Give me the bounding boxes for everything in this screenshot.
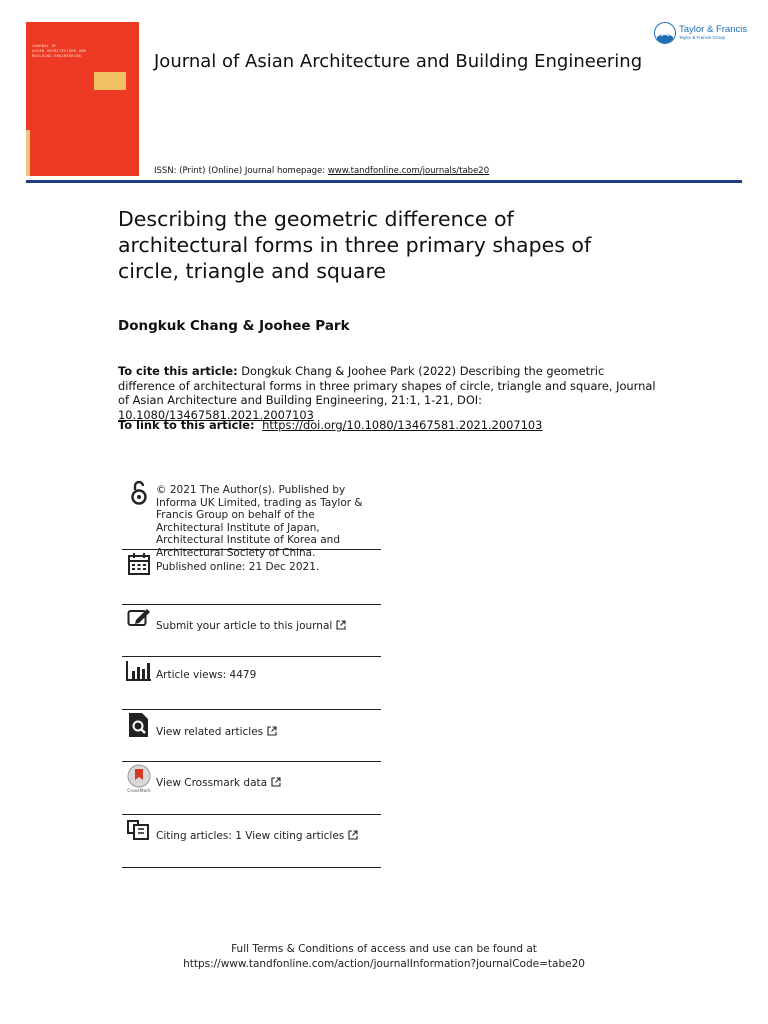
article-info-list	[122, 478, 381, 868]
issn-line	[154, 166, 489, 176]
external-link-icon	[267, 726, 277, 736]
open-access-icon	[122, 478, 156, 506]
related-articles-item[interactable]	[122, 710, 381, 762]
published-online-item	[122, 550, 381, 605]
crossmark-text: View Crossmark data	[156, 777, 268, 789]
cover-lettering: JOURNAL OF ASIAN ARCHITECTURE AND BUILDING ENGINEERING	[32, 44, 87, 58]
journal-title: Journal of Asian Architecture and Building Engineering	[154, 51, 643, 72]
submit-article-link[interactable]	[156, 605, 346, 633]
article-title: Describing the geometric difference of architectural forms in three primary shapes of circle, triangle and square	[118, 207, 592, 283]
terms-line-1: Full Terms & Conditions of access and use can be found at	[231, 943, 537, 955]
terms-footer	[0, 942, 768, 972]
submit-edit-icon	[122, 605, 156, 629]
svg-text:CrossMark: CrossMark	[127, 789, 151, 794]
article-views-item	[122, 657, 381, 710]
link-to-article	[118, 418, 542, 432]
citation-text: Dongkuk Chang & Joohee Park (2022) Describing the geometric difference of architectural forms in three primary shapes of circle, triangle and square, Journal of Asian Architecture and Building Engineering, 21:1, 1-21, DOI:	[118, 364, 656, 408]
article-authors: Dongkuk Chang & Joohee Park	[118, 318, 350, 334]
publisher-logo-name: Taylor & Francis	[679, 24, 748, 35]
citation-block	[118, 364, 658, 422]
cover-publisher-block	[90, 150, 132, 168]
terms-url[interactable]: https://www.tandfonline.com/action/journalInformation?journalCode=tabe20	[183, 958, 585, 970]
license-item	[122, 478, 381, 559]
bar-chart-icon	[122, 657, 156, 681]
crossmark-item[interactable]	[122, 762, 381, 815]
publisher-logo-icon	[654, 22, 676, 44]
publisher-logo[interactable]	[654, 22, 747, 44]
doi-link[interactable]: 10.1080/13467581.2021.2007103	[118, 407, 314, 422]
citing-articles-item[interactable]	[122, 815, 381, 868]
article-views-text: Article views: 4479	[156, 669, 257, 681]
external-link-icon	[348, 830, 358, 840]
journal-homepage-link[interactable]: www.tandfonline.com/journals/tabe20	[327, 166, 490, 176]
article-doi-url[interactable]: https://doi.org/10.1080/13467581.2021.2007103	[262, 418, 543, 432]
external-link-icon	[271, 777, 281, 787]
link-label: To link to this article:	[118, 418, 259, 432]
citing-articles-icon	[122, 815, 156, 841]
issn-label: ISSN: (Print) (Online) Journal homepage:	[154, 166, 328, 176]
related-articles-link[interactable]	[156, 710, 277, 739]
submit-article-item[interactable]	[122, 605, 381, 657]
submit-article-text: Submit your article to this journal	[156, 620, 333, 632]
cover-stripe	[26, 130, 30, 176]
crossmark-link[interactable]	[156, 762, 281, 790]
header-divider	[26, 180, 742, 183]
citing-articles-link[interactable]	[156, 815, 358, 843]
license-text: © 2021 The Author(s). Published by Informa UK Limited, trading as Taylor & Francis Group on behalf of the Architectural Institute of Japan, Architectural Institute of Korea and Architectural Society of China.	[156, 484, 363, 559]
crossmark-icon	[122, 762, 156, 794]
related-articles-text: View related articles	[156, 726, 264, 738]
publisher-logo-sub: Taylor & Francis Group	[679, 35, 726, 40]
external-link-icon	[336, 620, 346, 630]
journal-cover-image	[26, 22, 139, 176]
cover-issue-box	[94, 72, 126, 90]
citation-label: To cite this article:	[118, 364, 238, 378]
calendar-icon	[122, 550, 156, 576]
related-search-icon	[122, 710, 156, 738]
published-online-text: Published online: 21 Dec 2021.	[156, 561, 320, 573]
citing-articles-text: Citing articles: 1 View citing articles	[156, 830, 345, 842]
